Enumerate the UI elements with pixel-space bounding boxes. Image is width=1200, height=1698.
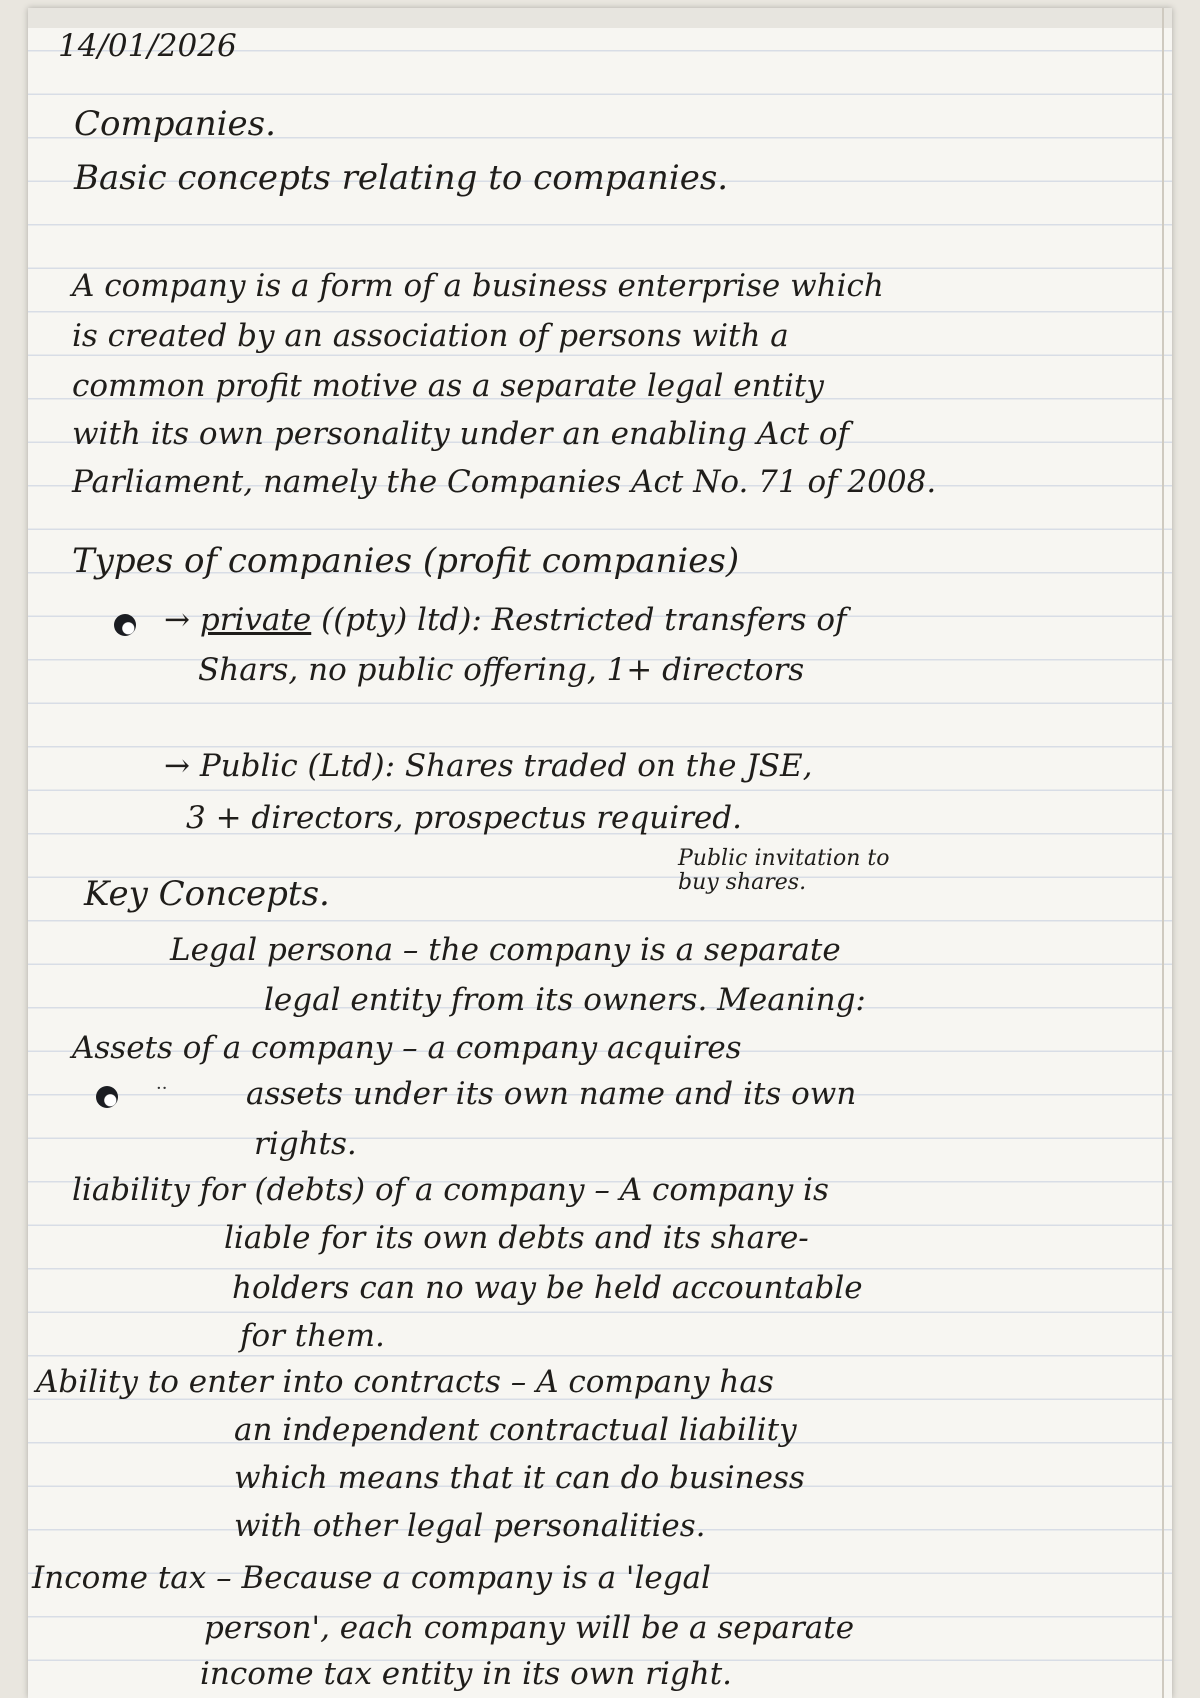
margin-note-line-1: Public invitation to (678, 846, 890, 871)
concept-line-14: Income tax – Because a company is a 'legal (32, 1560, 711, 1596)
page-title: Companies. (74, 104, 276, 144)
definition-line-1: A company is a form of a business enterprise which (72, 268, 884, 304)
page-top-band (28, 8, 1172, 28)
concept-line-8: holders can no way be held accountable (232, 1270, 863, 1306)
bullet-icon (96, 1086, 118, 1108)
private-label: private (199, 602, 312, 638)
concept-line-6: liability for (debts) of a company – A company is (72, 1172, 829, 1208)
notebook-page (28, 8, 1172, 1698)
private-line: → private ((pty) ltd): Restricted transfers of (164, 602, 847, 638)
dots-mark: ·· (156, 1078, 168, 1099)
concept-line-1: Legal persona – the company is a separate (170, 932, 841, 968)
concept-line-13: with other legal personalities. (234, 1508, 706, 1544)
date: 14/01/2026 (58, 28, 237, 64)
public-line: → Public (Ltd): Shares traded on the JSE, (164, 748, 813, 784)
definition-line-3: common profit motive as a separate legal entity (72, 368, 824, 404)
concept-line-15: person', each company will be a separate (204, 1610, 855, 1646)
concept-line-2: legal entity from its owners. Meaning: (264, 982, 866, 1018)
concept-line-9: for them. (240, 1318, 385, 1354)
concept-line-4: assets under its own name and its own (246, 1076, 857, 1112)
public-details: Public (Ltd): Shares traded on the JSE, (199, 748, 813, 784)
concept-line-16: income tax entity in its own right. (200, 1656, 733, 1692)
concept-line-7: liable for its own debts and its share- (224, 1220, 809, 1256)
page-edge (1162, 8, 1164, 1698)
public-line-2: 3 + directors, prospectus required. (186, 800, 742, 836)
concept-line-12: which means that it can do business (234, 1460, 805, 1496)
concept-line-11: an independent contractual liability (234, 1412, 797, 1448)
bullet-icon (114, 614, 136, 636)
page-subtitle: Basic concepts relating to companies. (74, 158, 729, 198)
concept-line-5: rights. (254, 1126, 357, 1162)
key-concepts-heading: Key Concepts. (84, 874, 330, 914)
types-heading: Types of companies (profit companies) (72, 541, 740, 581)
definition-line-2: is created by an association of persons with a (72, 318, 789, 354)
margin-note-line-2: buy shares. (678, 870, 807, 895)
concept-line-10: Ability to enter into contracts – A company has (36, 1364, 774, 1400)
private-details: ((pty) ltd): Restricted transfers of (321, 602, 847, 638)
concept-line-3: Assets of a company – a company acquires (72, 1030, 742, 1066)
definition-line-5: Parliament, namely the Companies Act No. 71 of 2008. (72, 464, 937, 500)
definition-line-4: with its own personality under an enabling Act of (72, 416, 849, 452)
private-line-2: Shars, no public offering, 1+ directors (198, 652, 805, 688)
